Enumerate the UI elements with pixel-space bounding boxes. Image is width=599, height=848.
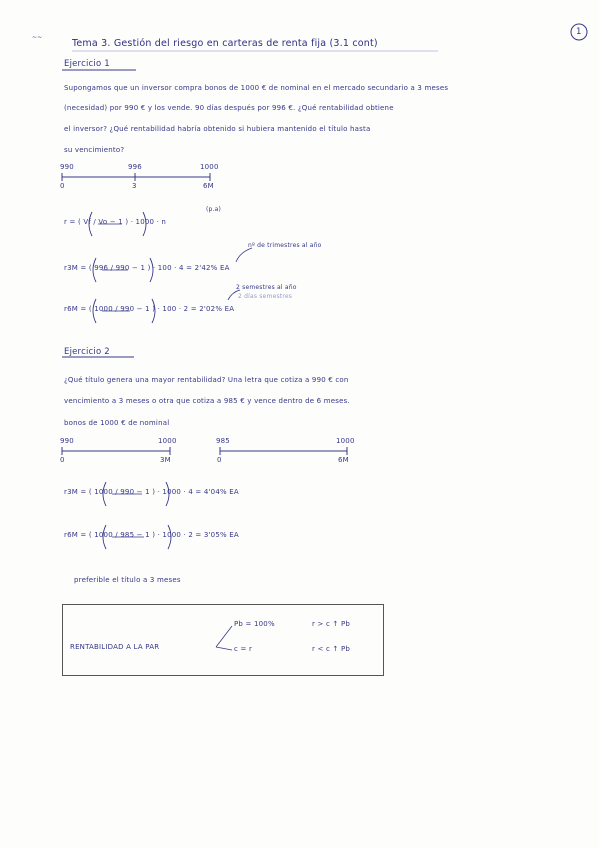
ex2-heading: Ejercicio 2 [64,347,110,357]
page-number: 1 [576,27,582,37]
ex1-formula-3m: r3M = ( 996 / 990 − 1 ) · 100 · 4 = 2'42% EA [64,264,230,272]
ex1-tl-top-1: 996 [128,163,142,171]
ex1-tl-bot-2: 6M [203,182,214,190]
ex1-line-3: el inversor? ¿Qué rentabilidad habría obtenido si hubiera mantenido el título hasta [64,125,371,133]
ex1-formula-general: r = ( Vf / Vo − 1 ) · 1000 · n [64,218,167,226]
ex1-line-2: (necesidad) por 990 € y los vende. 90 días después por 996 €. ¿Qué rentabilidad obtiene [64,104,394,112]
ex1-note-3m: nº de trimestres al año [248,242,322,249]
ex2-conclusion: preferible el título a 3 meses [74,576,181,584]
ex2-tlb-top-1: 1000 [336,437,355,445]
ex2-tlb-bot-1: 6M [338,456,349,464]
box-row1-right: r > c ↑ Pb [312,620,351,628]
ex1-note-6m: 2 semestres al año [236,284,297,291]
ex2-tla-bot-1: 3M [160,456,171,464]
ex1-formula-general-sup: (p.a) [206,206,222,213]
box-row2-right: r < c ↑ Pb [312,645,351,653]
ex1-heading: Ejercicio 1 [64,59,110,69]
note-3m-arrow [236,248,252,262]
ex2-line-2: vencimiento a 3 meses o otra que cotiza a 985 € y vence dentro de 6 meses. [64,397,350,405]
ex1-line-4: su vencimiento? [64,146,125,154]
ex2-tla-top-0: 990 [60,437,74,445]
ex1-tl-top-2: 1000 [200,163,219,171]
ex1-note-6m-b: 2 días semestres [238,293,293,300]
box-left-label: RENTABILIDAD A LA PAR [70,643,160,651]
corner-mark: ~~ [32,34,43,41]
ex1-tl-top-0: 990 [60,163,74,171]
ex1-tl-bot-1: 3 [132,182,137,190]
box-row1-mid: Pb = 100% [234,620,275,628]
ex2-tla-top-1: 1000 [158,437,177,445]
ex2-tlb-top-0: 985 [216,437,230,445]
page-title: Tema 3. Gestión del riesgo en carteras de renta fija (3.1 cont) [72,38,378,49]
ex2-tlb-bot-0: 0 [217,456,222,464]
ex2-line-3: bonos de 1000 € de nominal [64,419,170,427]
box-row2-mid: c = r [234,645,253,653]
ex1-formula-6m: r6M = ( 1000 / 990 − 1 ) · 100 · 2 = 2'02% EA [64,305,235,313]
ex1-line-1: Supongamos que un inversor compra bonos de 1000 € de nominal en el mercado secundario a 3 meses [64,84,449,92]
ex2-line-1: ¿Qué título genera una mayor rentabilidad? Una letra que cotiza a 990 € con [64,376,349,384]
summary-box [62,604,384,676]
ex2-formula-3m: r3M = ( 1000 / 990 − 1 ) · 1000 · 4 = 4'04% EA [64,488,239,496]
ex2-formula-6m: r6M = ( 1000 / 985 − 1 ) · 1000 · 2 = 3'05% EA [64,531,239,539]
ex1-tl-bot-0: 0 [60,182,65,190]
ex2-tla-bot-0: 0 [60,456,65,464]
